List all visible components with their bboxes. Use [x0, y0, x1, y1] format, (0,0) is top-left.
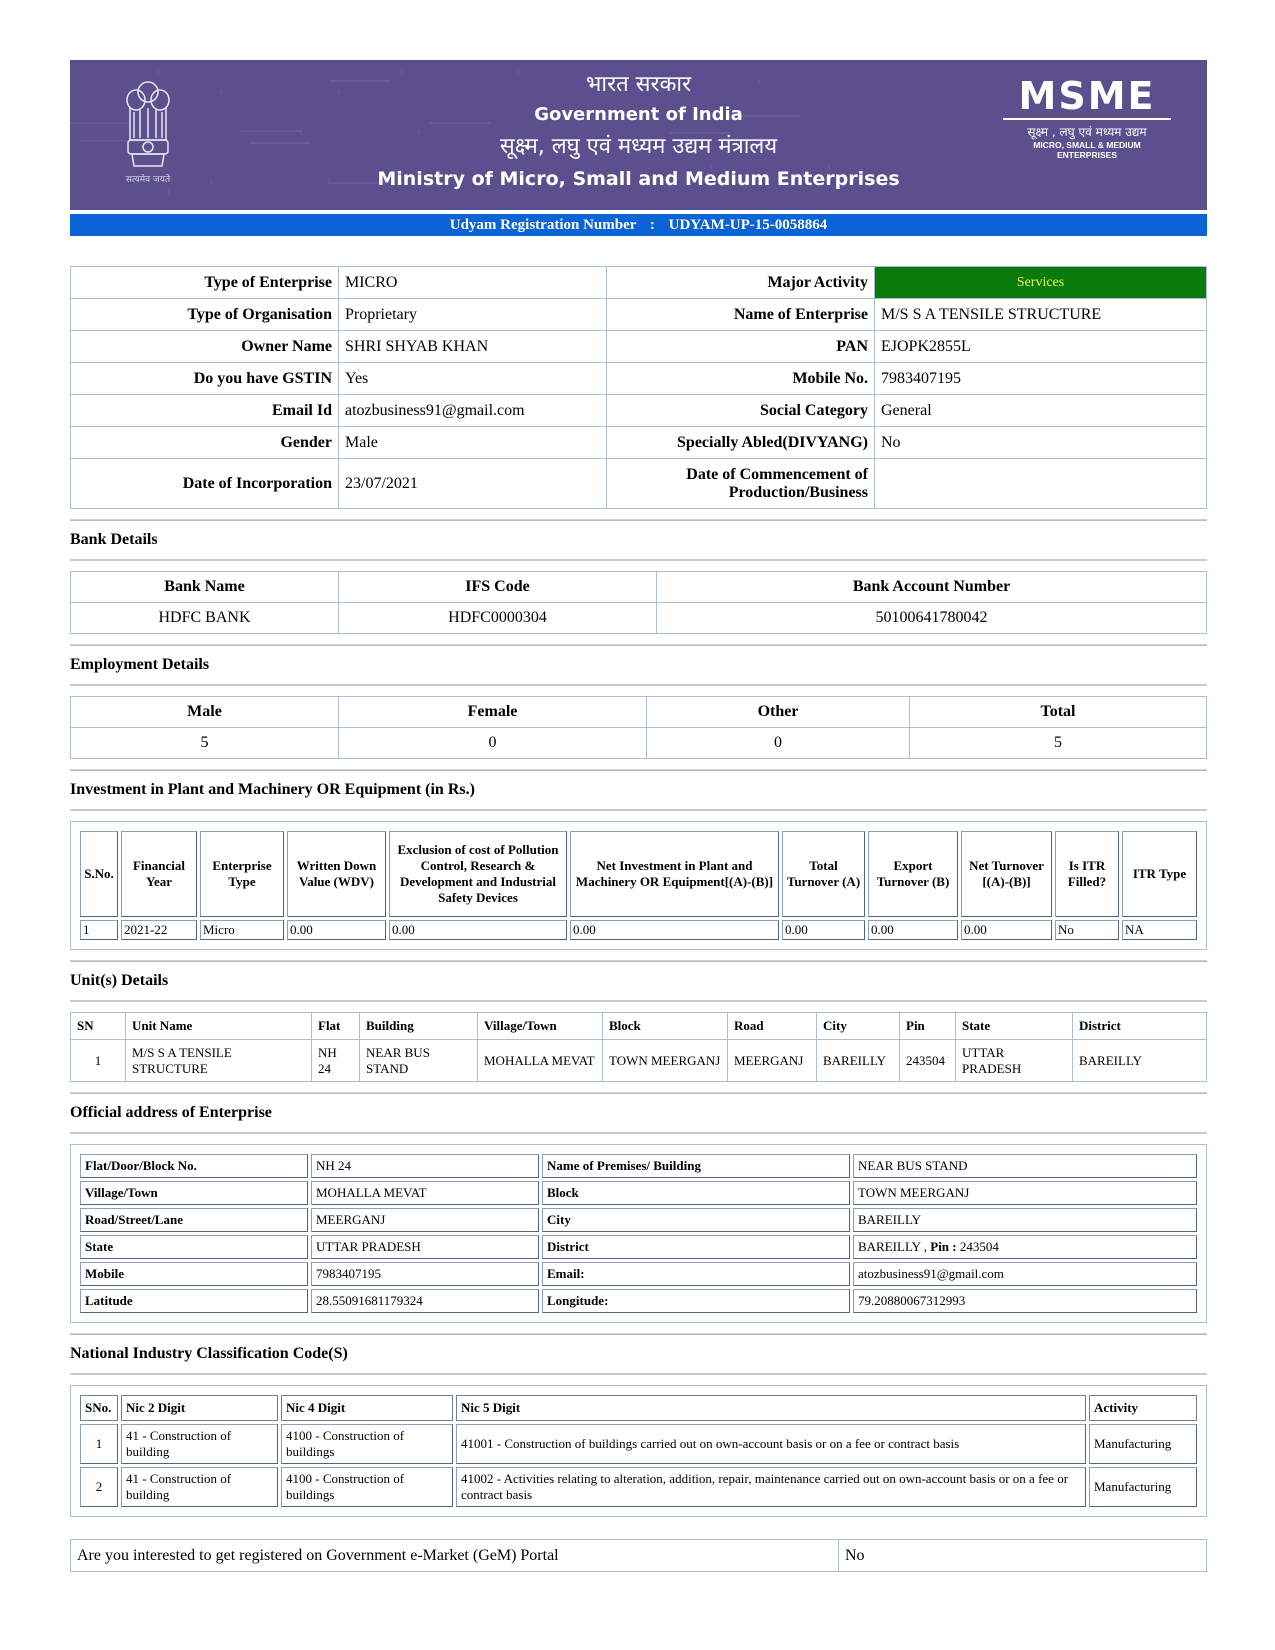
- info-row: [71, 331, 1207, 363]
- investment-title: Investment in Plant and Machinery OR Equipment (in Rs.): [70, 781, 475, 798]
- cell: Micro: [200, 920, 284, 940]
- table-row: [80, 1154, 1197, 1178]
- flat-header: Flat: [312, 1013, 360, 1040]
- social-category-label: Social Category: [607, 395, 875, 427]
- table-row: [80, 1467, 1197, 1507]
- divider: [70, 809, 1207, 811]
- email-value: atozbusiness91@gmail.com: [853, 1262, 1197, 1286]
- latitude-value: 28.55091681179324: [311, 1289, 539, 1313]
- cell: 1: [71, 1040, 126, 1082]
- cell: 4100 - Construction of buildings: [281, 1424, 453, 1464]
- exclusion-cost-header: Exclusion of cost of Pollution Control, Research & Development and Industrial Safety Devices: [389, 831, 567, 917]
- table-row: [71, 1040, 1207, 1082]
- table-row: [71, 728, 1207, 759]
- total-header: Total: [910, 697, 1207, 728]
- net-turnover-header: Net Turnover [(A)-(B)]: [961, 831, 1052, 917]
- msme-logo-hindi: सूक्ष्म , लघु एवं मध्यम उद्यम: [1027, 125, 1147, 139]
- divider: [70, 1000, 1207, 1002]
- cell: 0.00: [287, 920, 386, 940]
- investment-table: [77, 828, 1200, 943]
- table-header-row: [71, 1013, 1207, 1040]
- official-address-wrapper: [70, 1144, 1207, 1323]
- specially-abled-value: No: [875, 427, 1207, 459]
- cell: MEERGANJ: [728, 1040, 817, 1082]
- official-address-title: Official address of Enterprise: [70, 1104, 272, 1121]
- block-value: TOWN MEERGANJ: [853, 1181, 1197, 1205]
- table-row: [80, 1262, 1197, 1286]
- email-label: Email Id: [71, 395, 339, 427]
- owner-name-label: Owner Name: [71, 331, 339, 363]
- divider: [70, 1132, 1207, 1134]
- cell: Manufacturing: [1089, 1467, 1197, 1507]
- sn-header: SN: [71, 1013, 126, 1040]
- major-activity-badge: Services: [875, 267, 1207, 299]
- date-commencement-label: [607, 459, 875, 509]
- gender-value: Male: [339, 427, 607, 459]
- msme-logo-word: MSME: [1003, 76, 1171, 120]
- district-header: District: [1073, 1013, 1207, 1040]
- premises-value: NEAR BUS STAND: [853, 1154, 1197, 1178]
- gem-question: Are you interested to get registered on Government e-Market (GeM) Portal: [71, 1540, 839, 1572]
- divider: [70, 559, 1207, 561]
- mobile-value: 7983407195: [311, 1262, 539, 1286]
- block-label: Block: [542, 1181, 850, 1205]
- name-of-enterprise-label: Name of Enterprise: [607, 299, 875, 331]
- registration-number-bar: [70, 214, 1207, 236]
- other-header: Other: [647, 697, 910, 728]
- ifs-code-value: HDFC0000304: [339, 603, 657, 634]
- export-turnover-header: Export Turnover (B): [868, 831, 958, 917]
- pan-label: PAN: [607, 331, 875, 363]
- mobile-value: 7983407195: [875, 363, 1207, 395]
- units-title: Unit(s) Details: [70, 972, 169, 989]
- nic-table: [77, 1392, 1200, 1510]
- female-count: 0: [339, 728, 647, 759]
- gem-table: [70, 1539, 1207, 1572]
- table-row: [80, 1235, 1197, 1259]
- pin-label: Pin :: [930, 1239, 957, 1254]
- bank-name-value: HDFC BANK: [71, 603, 339, 634]
- flat-value: NH 24: [311, 1154, 539, 1178]
- pin-header: Pin: [900, 1013, 956, 1040]
- investment-table-wrapper: [70, 821, 1207, 950]
- table-row: [80, 1208, 1197, 1232]
- cell: NH 24: [312, 1040, 360, 1082]
- table-header-row: [80, 831, 1197, 917]
- header-banner: [70, 60, 1207, 210]
- account-number-header: Bank Account Number: [657, 572, 1207, 603]
- table-row: [71, 1540, 1207, 1572]
- longitude-label: Longitude:: [542, 1289, 850, 1313]
- udyam-certificate: [70, 60, 1207, 1572]
- divider: [70, 519, 1207, 521]
- block-header: Block: [603, 1013, 728, 1040]
- cell: UTTAR PRADESH: [956, 1040, 1073, 1082]
- cell: 0.00: [868, 920, 958, 940]
- table-row: [80, 1181, 1197, 1205]
- district-name: BAREILLY ,: [858, 1239, 931, 1254]
- table-row: [80, 1289, 1197, 1313]
- longitude-value: 79.20880067312993: [853, 1289, 1197, 1313]
- type-of-organisation-value: Proprietary: [339, 299, 607, 331]
- cell: 2021-22: [121, 920, 197, 940]
- info-row: [71, 459, 1207, 509]
- email-label: Email:: [542, 1262, 850, 1286]
- financial-year-header: Financial Year: [121, 831, 197, 917]
- gem-answer: No: [839, 1540, 1207, 1572]
- mobile-label: Mobile No.: [607, 363, 875, 395]
- activity-header: Activity: [1089, 1395, 1197, 1421]
- cell: BAREILLY: [817, 1040, 900, 1082]
- divider: [70, 960, 1207, 962]
- cell: 1: [80, 920, 118, 940]
- state-header: State: [956, 1013, 1073, 1040]
- divider: [70, 1333, 1207, 1335]
- table-header-row: [71, 572, 1207, 603]
- type-of-organisation-label: Type of Organisation: [71, 299, 339, 331]
- employment-details-table: [70, 696, 1207, 759]
- msme-logo: [1003, 76, 1171, 160]
- village-town-header: Village/Town: [478, 1013, 603, 1040]
- info-row: [71, 267, 1207, 299]
- state-value: UTTAR PRADESH: [311, 1235, 539, 1259]
- nic2-header: Nic 2 Digit: [121, 1395, 278, 1421]
- cell: M/S S A TENSILE STRUCTURE: [126, 1040, 312, 1082]
- date-incorporation-value: 23/07/2021: [339, 459, 607, 509]
- date-incorporation-label: Date of Incorporation: [71, 459, 339, 509]
- units-table: [70, 1012, 1207, 1082]
- district-value: [853, 1235, 1197, 1259]
- city-label: City: [542, 1208, 850, 1232]
- flat-label: Flat/Door/Block No.: [80, 1154, 308, 1178]
- cell: 41 - Construction of building: [121, 1424, 278, 1464]
- bank-details-table: [70, 571, 1207, 634]
- email-value: atozbusiness91@gmail.com: [339, 395, 607, 427]
- village-label: Village/Town: [80, 1181, 308, 1205]
- divider: [70, 644, 1207, 646]
- divider: [70, 769, 1207, 771]
- hindi-ministry: सूक्ष्म, लघु एवं मध्यम उद्यम मंत्रालय: [499, 134, 778, 159]
- table-row: [80, 920, 1197, 940]
- owner-name-value: SHRI SHYAB KHAN: [339, 331, 607, 363]
- type-of-enterprise-label: Type of Enterprise: [71, 267, 339, 299]
- cell: 41001 - Construction of buildings carried out on own-account basis or on a fee or contract basis: [456, 1424, 1086, 1464]
- sno-header: SNo.: [80, 1395, 118, 1421]
- gender-label: Gender: [71, 427, 339, 459]
- bank-name-header: Bank Name: [71, 572, 339, 603]
- enterprise-info-table: [70, 266, 1207, 509]
- total-count: 5: [910, 728, 1207, 759]
- nic5-header: Nic 5 Digit: [456, 1395, 1086, 1421]
- net-investment-header: Net Investment in Plant and Machinery OR Equipment[(A)-(B)]: [570, 831, 779, 917]
- male-count: 5: [71, 728, 339, 759]
- cell: TOWN MEERGANJ: [603, 1040, 728, 1082]
- cell: 4100 - Construction of buildings: [281, 1467, 453, 1507]
- nic-title: National Industry Classification Code(S): [70, 1345, 348, 1362]
- name-of-enterprise-value: M/S S A TENSILE STRUCTURE: [875, 299, 1207, 331]
- cell: 243504: [900, 1040, 956, 1082]
- msme-logo-english: MICRO, SMALL & MEDIUM ENTERPRISES: [1033, 140, 1141, 160]
- table-row: [80, 1424, 1197, 1464]
- info-row: [71, 363, 1207, 395]
- total-turnover-header: Total Turnover (A): [782, 831, 865, 917]
- info-row: [71, 427, 1207, 459]
- cell: 1: [80, 1424, 118, 1464]
- state-label: State: [80, 1235, 308, 1259]
- wdv-header: Written Down Value (WDV): [287, 831, 386, 917]
- registration-number: UDYAM-UP-15-0058864: [668, 217, 828, 233]
- hindi-title: भारत सरकार: [585, 72, 692, 97]
- account-number-value: 50100641780042: [657, 603, 1207, 634]
- pan-value: EJOPK2855L: [875, 331, 1207, 363]
- male-header: Male: [71, 697, 339, 728]
- divider: [70, 1373, 1207, 1375]
- emblem-motto: सत्यमेव जयते: [125, 175, 171, 185]
- nic4-header: Nic 4 Digit: [281, 1395, 453, 1421]
- cell: No: [1055, 920, 1119, 940]
- gstin-value: Yes: [339, 363, 607, 395]
- city-value: BAREILLY: [853, 1208, 1197, 1232]
- table-header-row: [80, 1395, 1197, 1421]
- english-ministry: Ministry of Micro, Small and Medium Enterprises: [377, 168, 900, 190]
- itr-filled-header: Is ITR Filled?: [1055, 831, 1119, 917]
- ifs-code-header: IFS Code: [339, 572, 657, 603]
- info-row: [71, 299, 1207, 331]
- major-activity-label: Major Activity: [607, 267, 875, 299]
- cell: NEAR BUS STAND: [360, 1040, 478, 1082]
- cell: MOHALLA MEVAT: [478, 1040, 603, 1082]
- date-commencement-label-line2: Production/Business: [728, 483, 868, 501]
- specially-abled-label: Specially Abled(DIVYANG): [607, 427, 875, 459]
- unit-name-header: Unit Name: [126, 1013, 312, 1040]
- enterprise-type-header: Enterprise Type: [200, 831, 284, 917]
- table-row: [71, 603, 1207, 634]
- social-category-value: General: [875, 395, 1207, 427]
- district-label: District: [542, 1235, 850, 1259]
- cell: 41002 - Activities relating to alteration, addition, repair, maintenance carried out on own-account basis or on a fee or contract basis: [456, 1467, 1086, 1507]
- building-header: Building: [360, 1013, 478, 1040]
- english-title: Government of India: [534, 104, 743, 125]
- registration-label: Udyam Registration Number: [449, 217, 637, 233]
- city-header: City: [817, 1013, 900, 1040]
- official-address-table: [77, 1151, 1200, 1316]
- registration-separator: :: [649, 217, 655, 233]
- gstin-label: Do you have GSTIN: [71, 363, 339, 395]
- village-value: MOHALLA MEVAT: [311, 1181, 539, 1205]
- other-count: 0: [647, 728, 910, 759]
- cell: NA: [1122, 920, 1197, 940]
- latitude-label: Latitude: [80, 1289, 308, 1313]
- date-commencement-label-line1: Date of Commencement of: [686, 465, 868, 483]
- itr-type-header: ITR Type: [1122, 831, 1197, 917]
- divider: [70, 684, 1207, 686]
- cell: 0.00: [782, 920, 865, 940]
- cell: 0.00: [961, 920, 1052, 940]
- road-label: Road/Street/Lane: [80, 1208, 308, 1232]
- cell: Manufacturing: [1089, 1424, 1197, 1464]
- mobile-label: Mobile: [80, 1262, 308, 1286]
- cell: BAREILLY: [1073, 1040, 1207, 1082]
- date-commencement-value: [875, 459, 1207, 509]
- info-row: [71, 395, 1207, 427]
- sno-header: S.No.: [80, 831, 118, 917]
- premises-label: Name of Premises/ Building: [542, 1154, 850, 1178]
- pin-value: 243504: [956, 1239, 999, 1254]
- road-header: Road: [728, 1013, 817, 1040]
- employment-details-title: Employment Details: [70, 656, 210, 673]
- type-of-enterprise-value: MICRO: [339, 267, 607, 299]
- bank-details-title: Bank Details: [70, 531, 158, 548]
- table-header-row: [71, 697, 1207, 728]
- road-value: MEERGANJ: [311, 1208, 539, 1232]
- female-header: Female: [339, 697, 647, 728]
- divider: [70, 1092, 1207, 1094]
- cell: 0.00: [570, 920, 779, 940]
- cell: 2: [80, 1467, 118, 1507]
- cell: 0.00: [389, 920, 567, 940]
- nic-table-wrapper: [70, 1385, 1207, 1517]
- cell: 41 - Construction of building: [121, 1467, 278, 1507]
